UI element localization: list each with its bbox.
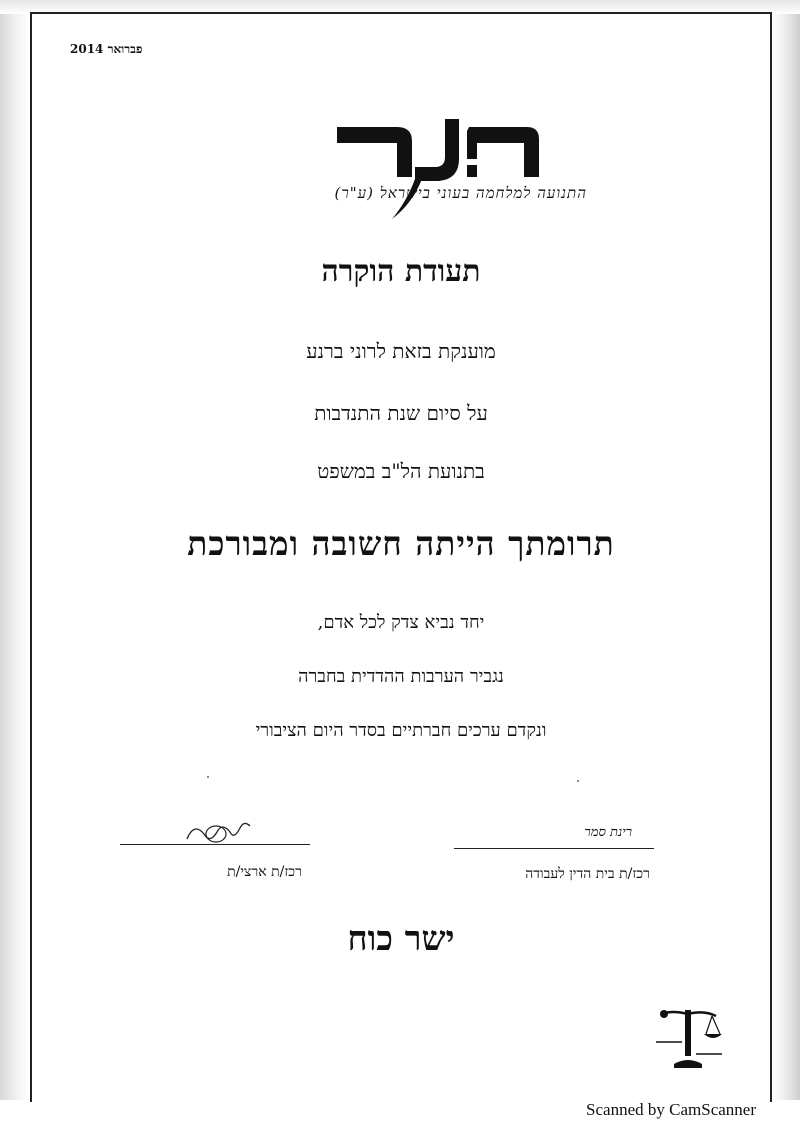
date-stamp: פברואר 2014 [70, 42, 143, 56]
scan-speck [207, 776, 209, 778]
body-line: בתנועת הל"ב במשפט [317, 459, 485, 483]
signature-right-handwriting: רינת סמר [584, 825, 632, 840]
certificate-page [30, 12, 772, 1102]
motto-line: יחד נביא צדק לכל אדם, [317, 612, 485, 633]
signature-line-right [454, 848, 654, 849]
motto-line: ונקדם ערכים חברתיים בסדר היום הציבורי [255, 720, 547, 741]
closing-text: ישר כוח [347, 919, 455, 959]
logo-tagline: התנועה למלחמה בעוני בישראל (ע"ר) [334, 184, 587, 202]
body-line: מוענקת בזאת לרוני ברנע [306, 339, 496, 363]
motto-line: נגביר הערבות ההדדית בחברה [298, 666, 504, 687]
body-line: על סיום שנת התנדבות [314, 401, 488, 425]
certificate-title: תעודת הוקרה [321, 254, 481, 289]
signature-left-scribble [182, 814, 262, 848]
heart-lev-logo-icon [237, 119, 617, 229]
scan-shadow-left [0, 0, 30, 1100]
signature-label-left: רכז/ת ארצי/ת [227, 864, 302, 880]
scan-shadow-right [770, 0, 800, 1100]
signature-label-right: רכז/ת בית הדין לעבודה [525, 866, 650, 882]
scan-speck [577, 780, 579, 782]
headline: תרומתך הייתה חשובה ומבורכת [187, 524, 615, 563]
scales-of-justice-icon [652, 1004, 724, 1070]
signature-line-left [120, 844, 310, 845]
scanner-watermark: Scanned by CamScanner [586, 1100, 756, 1119]
